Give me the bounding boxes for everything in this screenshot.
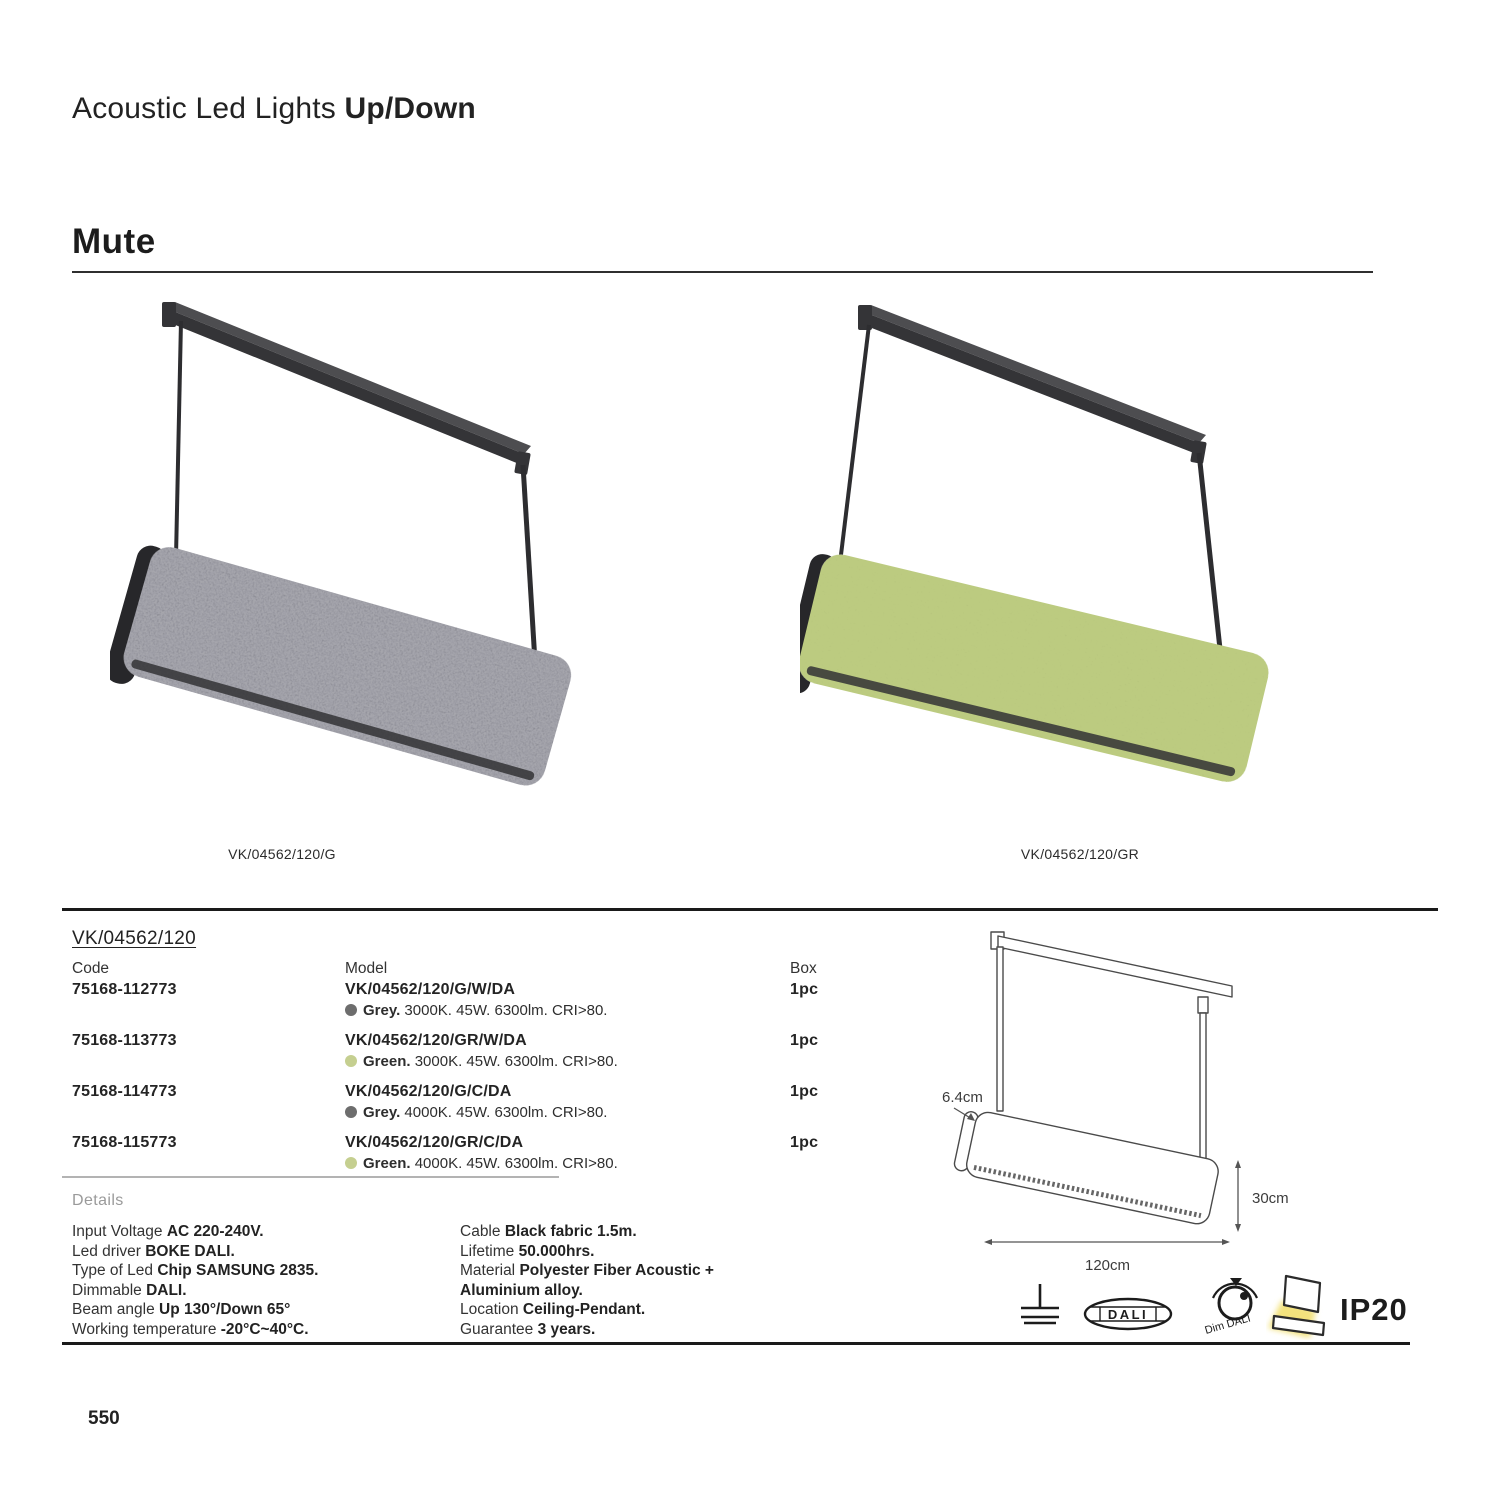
earth-ground-icon xyxy=(1018,1282,1062,1328)
color-dot xyxy=(345,1004,357,1016)
dali-badge-label: DALI xyxy=(1107,1307,1149,1322)
box-quantity: 1pc xyxy=(790,1032,819,1049)
drawing-panel-face xyxy=(964,1110,1220,1226)
detail-line: Led driver BOKE DALI. xyxy=(72,1242,235,1260)
model-description xyxy=(345,1002,790,1019)
detail-line: Dimmable DALI. xyxy=(72,1281,187,1299)
box-quantity: 1pc xyxy=(790,981,819,998)
icon-led-bar xyxy=(1273,1316,1324,1335)
color-name: Green. xyxy=(363,1053,411,1070)
ceiling-bar-top xyxy=(864,305,1206,443)
family-code: VK/04562/120 xyxy=(72,928,197,949)
dim-dali-label: Dim DALI xyxy=(1203,1312,1253,1337)
model-cell xyxy=(345,1083,790,1121)
model-number: VK/04562/120/GR/W/DA xyxy=(345,1032,527,1049)
figure-caption-grey: VK/04562/120/G xyxy=(228,846,336,862)
drawing-left-rod xyxy=(997,947,1003,1111)
ceiling-bar-top xyxy=(168,302,531,454)
category-bold: Up/Down xyxy=(344,92,476,125)
ceiling-mount xyxy=(162,302,176,327)
acoustic-panel-green xyxy=(800,548,1273,800)
detail-line: Input Voltage AC 220-240V. xyxy=(72,1223,264,1240)
detail-line: Guarantee 3 years. xyxy=(460,1320,596,1338)
model-number: VK/04562/120/G/C/DA xyxy=(345,1083,512,1100)
icon-panel xyxy=(1284,1276,1320,1312)
section-divider-top xyxy=(62,908,1438,911)
drawing-right-rod xyxy=(1200,1013,1206,1163)
model-specs: 4000K. 45W. 6300lm. CRI>80. xyxy=(414,1155,618,1172)
detail-line: Beam angle Up 130°/Down 65° xyxy=(72,1301,291,1318)
model-number: VK/04562/120/G/W/DA xyxy=(345,981,516,998)
dali-badge-icon xyxy=(1082,1294,1174,1334)
column-header-box: Box xyxy=(790,960,817,977)
column-header-model: Model xyxy=(345,960,388,977)
acoustic-panel-grey xyxy=(110,539,576,802)
color-dot xyxy=(345,1055,357,1067)
ip-rating-label: IP20 xyxy=(1340,1292,1408,1327)
dim-dali-icon xyxy=(1196,1272,1276,1338)
detail-line: Working temperature -20°C~40°C. xyxy=(72,1320,309,1338)
product-code: 75168-113773 xyxy=(72,1032,177,1049)
detail-line: Cable Black fabric 1.5m. xyxy=(460,1223,637,1240)
model-cell xyxy=(345,981,790,1019)
drawing-ceiling-bar xyxy=(998,936,1232,997)
details-right-column xyxy=(460,1222,765,1339)
product-code: 75168-112773 xyxy=(72,981,177,998)
model-description xyxy=(345,1104,790,1121)
figure-caption-green: VK/04562/120/GR xyxy=(1020,846,1140,862)
model-number: VK/04562/120/GR/C/DA xyxy=(345,1134,524,1151)
section-divider-bottom xyxy=(62,1342,1410,1345)
width-dimension-label: 120cm xyxy=(1085,1257,1131,1274)
model-specs: 4000K. 45W. 6300lm. CRI>80. xyxy=(404,1104,608,1121)
box-quantity: 1pc xyxy=(790,1083,819,1100)
panel-face xyxy=(800,550,1273,786)
panel-face xyxy=(119,542,576,790)
drawing-rod-bracket xyxy=(1198,997,1208,1013)
dimension-drawing xyxy=(880,920,1440,1290)
depth-dimension-label: 6.4cm xyxy=(942,1089,983,1106)
color-name: Grey. xyxy=(363,1104,401,1121)
color-name: Green. xyxy=(363,1155,411,1172)
column-header-code: Code xyxy=(72,960,110,977)
grey-pendant-figure xyxy=(110,295,690,825)
left-rod xyxy=(176,321,181,557)
box-quantity: 1pc xyxy=(790,1134,819,1151)
model-cell xyxy=(345,1134,790,1172)
product-code: 75168-115773 xyxy=(72,1134,177,1151)
detail-line: Material Polyester Fiber Acoustic + Aluminium alloy. xyxy=(460,1262,714,1299)
ceiling-bar xyxy=(864,312,1199,455)
spec-table xyxy=(72,960,872,1185)
table-row xyxy=(72,1134,872,1172)
table-row xyxy=(72,981,872,1019)
details-title: Details xyxy=(72,1192,124,1209)
model-description xyxy=(345,1155,790,1172)
model-description xyxy=(345,1053,790,1070)
details-divider xyxy=(62,1176,559,1178)
height-dimension-label: 30cm xyxy=(1252,1190,1289,1207)
model-cell xyxy=(345,1032,790,1070)
drawing-panel xyxy=(953,1108,1221,1227)
model-specs: 3000K. 45W. 6300lm. CRI>80. xyxy=(404,1002,608,1019)
left-rod xyxy=(840,325,869,563)
table-row xyxy=(72,1032,872,1070)
table-row xyxy=(72,1083,872,1121)
title-divider xyxy=(72,271,1373,273)
color-dot xyxy=(345,1157,357,1169)
detail-line: Type of Led Chip SAMSUNG 2835. xyxy=(72,1262,319,1279)
table-header-row xyxy=(72,960,872,978)
detail-line: Lifetime 50.000hrs. xyxy=(460,1242,595,1260)
color-name: Grey. xyxy=(363,1002,401,1019)
up-down-light-icon xyxy=(1266,1272,1330,1340)
page-number: 550 xyxy=(88,1408,120,1429)
color-dot xyxy=(345,1106,357,1118)
model-specs: 3000K. 45W. 6300lm. CRI>80. xyxy=(414,1053,618,1070)
page-category xyxy=(72,92,476,126)
ceiling-bar xyxy=(168,309,524,466)
category-regular: Acoustic Led Lights xyxy=(72,92,345,125)
green-pendant-figure xyxy=(800,285,1400,815)
detail-line: Location Ceiling-Pendant. xyxy=(460,1301,646,1318)
page-title: Mute xyxy=(72,222,156,261)
product-code: 75168-114773 xyxy=(72,1083,177,1100)
details-left-column xyxy=(72,1222,457,1339)
